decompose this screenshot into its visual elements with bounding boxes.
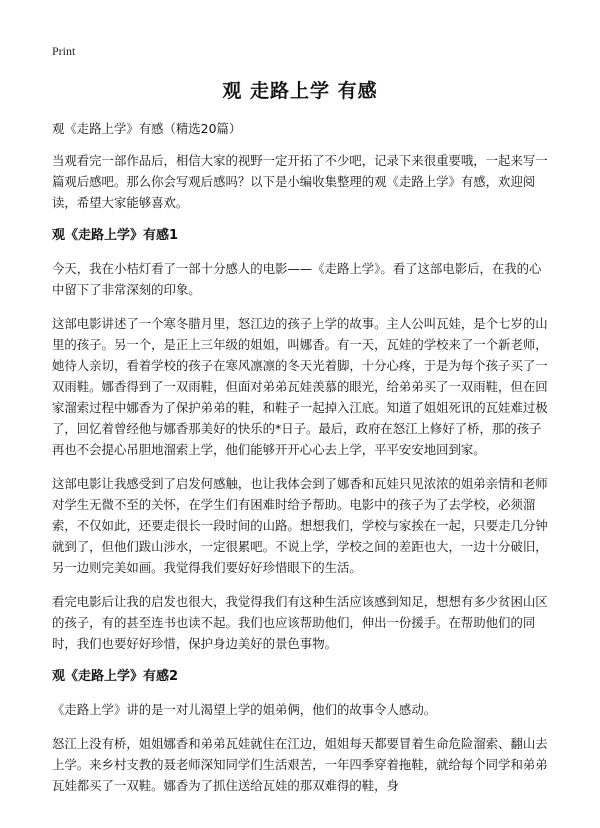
- page-title: 观 走路上学 有感: [222, 80, 378, 102]
- paragraph: 看完电影后让我的启发也很大，我觉得我们有这种生活应该感到知足，想想有多少贫困山区的孩子，有的甚至连书也读不起。我们也应该帮助他们，伸出一份援手。在帮助他们的同时，我们也要好好珍惜，保护身边美好的景色事物。: [52, 594, 548, 651]
- paragraph: 今天，我在小桔灯看了一部十分感人的电影——《走路上学》。看了这部电影后，在我的心中留下了非常深刻的印象。: [52, 261, 542, 297]
- paragraph: 《走路上学》讲的是一对儿渴望上学的姐弟俩，他们的故事令人感动。: [52, 702, 437, 717]
- print-link[interactable]: Print: [52, 44, 76, 58]
- paragraph: 这部电影讲述了一个寒冬腊月里，怒江边的孩子上学的故事。主人公叫瓦娃，是个七岁的山里的孩子。另一个，是正上三年级的姐姐，叫娜香。有一天，瓦娃的学校来了一个新老师，她待人亲切，看着学校的孩子在寒风凛凛的冬天光着脚，十分心疼，于是为每个孩子买了一双雨鞋。娜香得到了一双雨鞋，但面对弟弟瓦娃羡慕的眼光，给弟弟买了一双雨鞋，但在回家溜索过程中娜香为了保护弟弟的鞋，和鞋子一起掉入江底。知道了姐姐死讯的瓦娃难过极了，回忆着曾经他与娜香那美好的快乐的*日子。最后，政府在怒江上修好了桥，那的孩子再也不会提心吊胆地溜索上学，他们能够开开心心去上学，平平安安地回到家。: [52, 316, 548, 457]
- article-subtitle: 观《走路上学》有感（精选20篇）: [52, 121, 242, 136]
- paragraph: 怒江上没有桥，姐姐娜香和弟弟瓦娃就住在江边，姐姐每天都要冒着生命危险溜索、翻山去上学。来乡村支教的聂老师深知同学们生活艰苦，一年四季穿着拖鞋，就给每个同学和弟弟瓦娃都买了一双鞋。娜香为了抓住送给瓦娃的那双难得的鞋，身: [52, 736, 548, 793]
- intro-paragraph: 当观看完一部作品后，相信大家的视野一定开拓了不少吧，记录下来很重要哦，一起来写一篇观后感吧。那么你会写观后感吗？以下是小编收集整理的观《走路上学》有感，欢迎阅读，希望大家能够喜欢。: [52, 153, 548, 210]
- paragraph: 这部电影让我感受到了启发何感触，也让我体会到了娜香和瓦娃只见浓浓的姐弟亲情和老师对学生无微不至的关怀，在学生们有困难时给予帮助。电影中的孩子为了去学校，必须溜索，不仅如此，还要走很长一段时间的山路。想想我们，学校与家挨在一起，只要走几分钟就到了，但他们跋山涉水，一定很累吧。不说上学，学校之间的差距也大，一边十分破旧，另一边则完美如画。我觉得我们要好好珍惜眼下的生活。: [52, 476, 548, 575]
- article-body: [52, 118, 552, 809]
- section-heading: 观《走路上学》有感1: [52, 228, 179, 243]
- section-heading: 观《走路上学》有感2: [52, 669, 179, 684]
